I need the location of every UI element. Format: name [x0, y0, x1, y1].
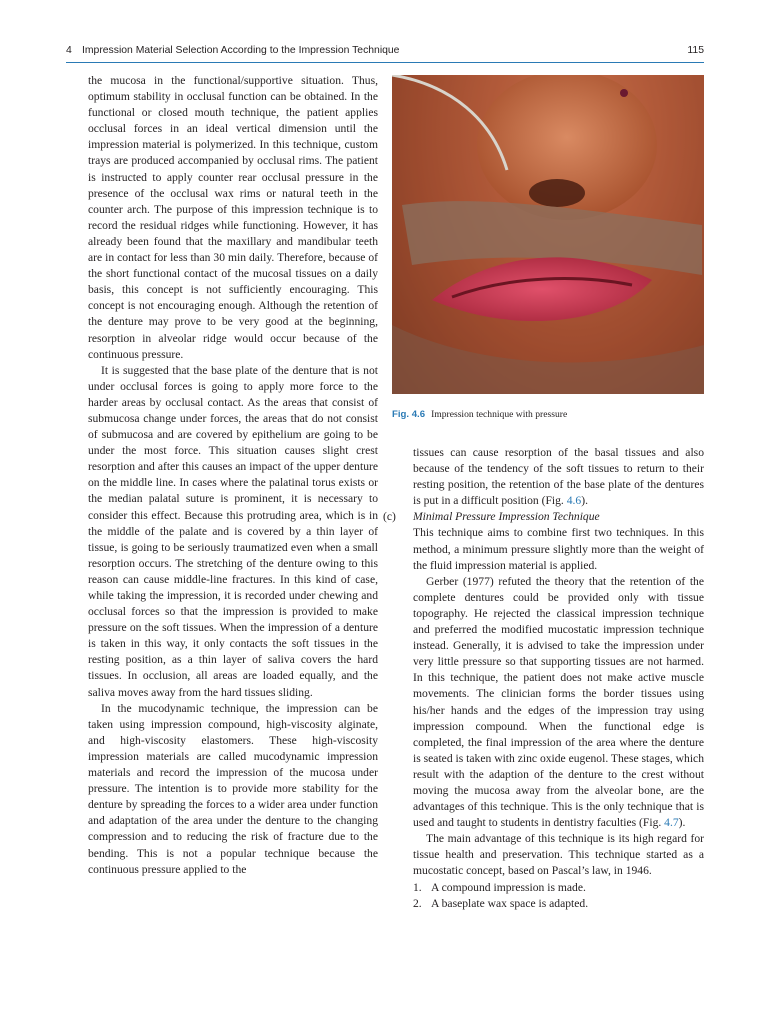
page-number: 115: [687, 45, 704, 56]
figure-reference-link[interactable]: 4.6: [566, 494, 582, 508]
caption-text: Impression technique with pressure: [431, 409, 568, 420]
list-item: 2. A baseplate wax space is adapted.: [413, 896, 589, 910]
skin-mark: [620, 89, 628, 97]
chapter-number: 4: [66, 45, 72, 56]
header-rule: [66, 62, 704, 63]
figure-photo-mouth: [392, 75, 704, 394]
figure-reference-link[interactable]: 4.7: [664, 816, 679, 830]
nostril: [529, 179, 585, 207]
right-column: [383, 445, 704, 912]
paragraph: In the mucodynamic technique, the impression can be taken using impression compound, high-viscosity alginate, and high-viscosity elastomers. These high-viscosity impression materials are called mucodynamic impression materials and record the impression of the mucosa under pressure. The intention is to provide more stability for the denture by spreading the forces to a wider area under function and adaptation of the area under the denture to the changing compression and to reducing the risk of fracture due to the bending. This is not a popular technique because the continuous pressure applied to the: [88, 701, 378, 876]
left-column: [88, 73, 378, 878]
subsection-heading: [383, 509, 704, 525]
paragraph: tissues can cause resorption of the basal tissues and also because of the tendency of the soft tissues to return to their resting position, the retention of the base plate of the dentures is put in a difficult position (Fig. 4.6).: [413, 446, 704, 508]
paragraph: the mucosa in the functional/supportive situation. Thus, optimum stability in occlusal function can be obtained. In the functional or closed mouth technique, the patient applies occlusal forces in an ideal vertical dimension until the impression material is polymerized. In this technique, custom trays are produced accompanied by occlusal rims. The patient is instructed to apply counter rear occlusal pressure in the presence of the occlusal wax rims or natural teeth in the counter arch. The purpose of this impression technique is to record the residual ridges while functioning. However, it has already been found that the maxillary and mandibular teeth are in contact for less than 30 min daily. Therefore, because of the short functional contact of the mucosal tissues on a daily basis, this concept is not sufficiently encouraging. This concept is not encouraging enough. Although the retention of the denture may prove to be very good at the beginning, resorption in alveolar ridge would occur because of the continuous pressure.: [88, 74, 378, 361]
figure-label: Fig. 4.6: [392, 409, 426, 420]
running-header: [66, 45, 704, 61]
paragraph: It is suggested that the base plate of the denture that is not under occlusal forces is going to apply more force to the harder areas by occlusal contact. As the areas that consist of submucosa change under forces, the areas that do not consist of submucosa and are covered by epithelium are going to be under the most force. This situation causes slight crest resorption and after this causes an impact of the upper denture on the middle line. In cases where the palatinal torus exists or the median palatal suture is prominent, it is necessary to consider this effect. Because this protruding area, which is in the middle of the palate and is covered by a thin layer of tissue, is going to be seriously traumatized even when a small resorption occurs. The stretching of the denture owing to this reason can cause middle-line fractures. In this kind of case, while taking the impression, it is recorded under chewing and occlusal forces so that the impression is provided to make pressure on the soft tissues. When the impression of a denture is taken in this way, it only contacts the soft tissues in the resting position, as a thin layer of saliva covers the hard tissues. In occlusion, all areas are loaded equally, and the saliva moves away from the hard tissues sliding.: [88, 363, 378, 699]
paragraph: The main advantage of this technique is its high regard for tissue health and preservation. This technique started as a mucostatic concept, based on Pascal’s law, in 1946.: [413, 832, 704, 878]
face-illustration: [392, 75, 704, 394]
subsection-label: (c): [383, 510, 396, 524]
figure-caption: [392, 409, 704, 420]
paragraph: This technique aims to combine first two techniques. In this method, a minimum pressure slightly more than the weight of the fluid impression material is applied.: [413, 526, 704, 572]
chapter-title: Impression Material Selection According to the Impression Technique: [82, 45, 400, 56]
list-item: 1. A compound impression is made.: [413, 880, 586, 894]
subsection-title: Minimal Pressure Impression Technique: [413, 510, 600, 524]
paragraph: Gerber (1977) refuted the theory that the retention of the complete dentures could be provided only with tissue topography. He rejected the classical impression technique and preferred the modified mucostatic impression technique instead. Generally, it is advised to take the impression under very little pressure so that supporting tissues are not harmed. In this technique, the patient does not make active muscle movements. The clinician forms the border tissues using his/her hands and the edges of the impression tray using impression compound. When the functional edge is completed, the final impression of the area where the denture is seated is taken with zinc oxide eugenol. These stages, which result with the adaption of the denture to the crest without moving the mucosa away from the alveolar bone, are the advantages of this technique. This is the only technique that is used and taught to students in dentistry faculties (Fig. 4.7).: [413, 574, 704, 830]
